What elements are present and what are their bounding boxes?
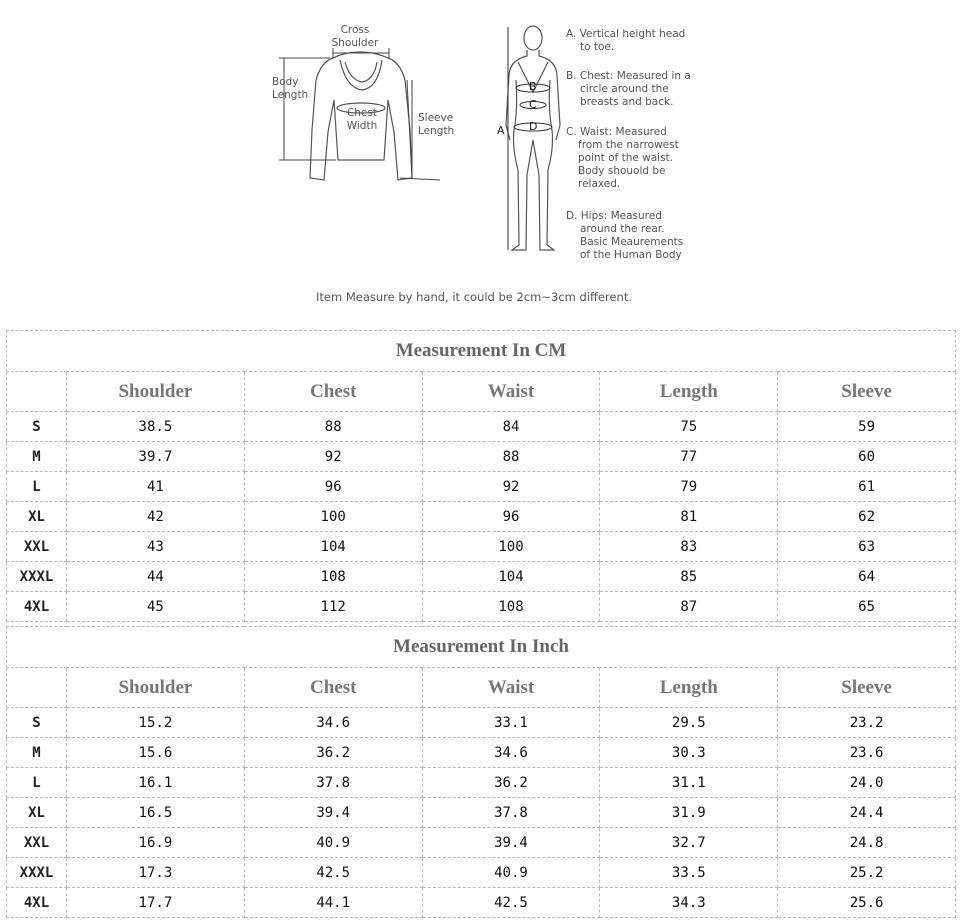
table-row xyxy=(7,442,956,472)
measurement-value: 32.7 xyxy=(600,828,778,858)
label-line: Shoulder xyxy=(331,37,379,49)
table-row xyxy=(7,738,956,768)
table-title: Measurement In Inch xyxy=(7,627,956,668)
measurement-value: 15.6 xyxy=(67,738,245,768)
measurement-value: 31.1 xyxy=(600,768,778,798)
measurement-value: 16.5 xyxy=(67,798,245,828)
measurement-value: 92 xyxy=(422,472,600,502)
measurement-value: 45 xyxy=(67,592,245,622)
table-title-row xyxy=(7,331,956,372)
measurement-value: 17.3 xyxy=(67,858,245,888)
measurement-value: 34.6 xyxy=(244,708,422,738)
measurement-value: 31.9 xyxy=(600,798,778,828)
measurement-value: 24.0 xyxy=(778,768,956,798)
measurement-value: 43 xyxy=(67,532,245,562)
measure-disclaimer: Item Measure by hand, it could be 2cm~3cm different. xyxy=(315,290,633,304)
measurement-value: 75 xyxy=(600,412,778,442)
size-label: M xyxy=(7,738,67,768)
note-c xyxy=(566,126,679,191)
cm-size-table xyxy=(6,330,956,622)
measurement-value: 36.2 xyxy=(244,738,422,768)
size-label: XXXL xyxy=(7,858,67,888)
label-line: Body xyxy=(272,76,299,88)
measurement-value: 62 xyxy=(778,502,956,532)
measurement-value: 65 xyxy=(778,592,956,622)
size-column-header xyxy=(7,372,67,412)
measurement-value: 38.5 xyxy=(67,412,245,442)
note-line: B. Chest: Measured in a xyxy=(566,70,691,82)
note-line: Basic Meaurements xyxy=(580,236,684,248)
size-label: XL xyxy=(7,502,67,532)
note-line: circle around the xyxy=(580,83,669,95)
note-line: Body shouold be xyxy=(578,165,666,177)
measurement-value: 96 xyxy=(422,502,600,532)
measurement-value: 37.8 xyxy=(422,798,600,828)
measurement-value: 15.2 xyxy=(67,708,245,738)
size-label: L xyxy=(7,472,67,502)
cm-table xyxy=(6,330,956,622)
measurement-value: 40.9 xyxy=(244,828,422,858)
column-header-sleeve: Sleeve xyxy=(778,372,956,412)
column-header-chest: Chest xyxy=(244,668,422,708)
measurement-value: 40.9 xyxy=(422,858,600,888)
note-line: from the narrowest xyxy=(578,139,679,151)
measurement-value: 61 xyxy=(778,472,956,502)
measurement-value: 88 xyxy=(244,412,422,442)
table-row xyxy=(7,592,956,622)
measurement-value: 23.2 xyxy=(778,708,956,738)
size-label: XXL xyxy=(7,532,67,562)
measurement-value: 42.5 xyxy=(244,858,422,888)
size-label: XXXL xyxy=(7,562,67,592)
size-label: L xyxy=(7,768,67,798)
column-header-chest: Chest xyxy=(244,372,422,412)
label-line: Cross xyxy=(340,24,370,36)
measurement-value: 60 xyxy=(778,442,956,472)
letter-b: B xyxy=(529,80,537,93)
column-header-length: Length xyxy=(600,372,778,412)
measurement-value: 16.1 xyxy=(67,768,245,798)
garment-and-body-illustration xyxy=(0,0,962,300)
measurement-value: 96 xyxy=(244,472,422,502)
measurement-value: 16.9 xyxy=(67,828,245,858)
note-line: to toe. xyxy=(580,41,615,53)
measurement-value: 83 xyxy=(600,532,778,562)
measurement-value: 77 xyxy=(600,442,778,472)
table-title-row xyxy=(7,627,956,668)
note-a xyxy=(566,28,685,54)
measurement-value: 33.1 xyxy=(422,708,600,738)
measurement-diagram xyxy=(0,0,962,320)
table-header-row xyxy=(7,668,956,708)
note-line: around the rear. xyxy=(580,223,665,235)
body-measure-lines xyxy=(508,27,552,250)
size-column-header xyxy=(7,668,67,708)
measurement-value: 112 xyxy=(244,592,422,622)
measurement-value: 41 xyxy=(67,472,245,502)
measurement-value: 92 xyxy=(244,442,422,472)
table-title: Measurement In CM xyxy=(7,331,956,372)
measurement-value: 34.6 xyxy=(422,738,600,768)
measurement-value: 25.2 xyxy=(778,858,956,888)
inch-size-table xyxy=(6,626,956,918)
measurement-value: 63 xyxy=(778,532,956,562)
column-header-sleeve: Sleeve xyxy=(778,668,956,708)
measurement-value: 104 xyxy=(422,562,600,592)
note-d xyxy=(566,210,683,262)
chest-width-label xyxy=(340,107,384,133)
table-header-row xyxy=(7,372,956,412)
column-header-waist: Waist xyxy=(422,372,600,412)
measurement-value: 59 xyxy=(778,412,956,442)
sleeve-length-label xyxy=(418,112,454,138)
note-line: point of the waist. xyxy=(578,152,674,164)
measurement-value: 29.5 xyxy=(600,708,778,738)
size-label: 4XL xyxy=(7,592,67,622)
label-line: Length xyxy=(272,89,309,101)
letter-d: D xyxy=(529,120,538,133)
measurement-value: 100 xyxy=(422,532,600,562)
measurement-value: 36.2 xyxy=(422,768,600,798)
measurement-value: 108 xyxy=(422,592,600,622)
measurement-value: 44.1 xyxy=(244,888,422,918)
size-label: XXL xyxy=(7,828,67,858)
note-line: of the Human Body xyxy=(580,249,682,261)
measurement-value: 34.3 xyxy=(600,888,778,918)
measurement-value: 23.6 xyxy=(778,738,956,768)
table-row xyxy=(7,798,956,828)
measurement-value: 33.5 xyxy=(600,858,778,888)
measurement-value: 100 xyxy=(244,502,422,532)
size-label: 4XL xyxy=(7,888,67,918)
measurement-value: 17.7 xyxy=(67,888,245,918)
measurement-value: 24.4 xyxy=(778,798,956,828)
measurement-value: 42.5 xyxy=(422,888,600,918)
note-line: A. Vertical height head xyxy=(566,28,686,40)
letter-c: C xyxy=(529,98,537,111)
note-b xyxy=(566,70,691,109)
table-row xyxy=(7,472,956,502)
table-row xyxy=(7,888,956,918)
table-row xyxy=(7,858,956,888)
cross-shoulder-label xyxy=(330,24,380,50)
size-label: S xyxy=(7,412,67,442)
measurement-value: 39.7 xyxy=(67,442,245,472)
note-line: D. Hips: Measured xyxy=(566,210,662,222)
table-row xyxy=(7,708,956,738)
table-row xyxy=(7,562,956,592)
measurement-value: 88 xyxy=(422,442,600,472)
measurement-value: 30.3 xyxy=(600,738,778,768)
measurement-value: 39.4 xyxy=(422,828,600,858)
measurement-value: 87 xyxy=(600,592,778,622)
measurement-value: 104 xyxy=(244,532,422,562)
measurement-value: 24.8 xyxy=(778,828,956,858)
measurement-value: 37.8 xyxy=(244,768,422,798)
measurement-value: 25.6 xyxy=(778,888,956,918)
measurement-value: 81 xyxy=(600,502,778,532)
body-length-label xyxy=(272,76,308,102)
measurement-value: 39.4 xyxy=(244,798,422,828)
table-row xyxy=(7,532,956,562)
letter-a: A xyxy=(497,124,505,137)
measurement-value: 42 xyxy=(67,502,245,532)
note-line: relaxed. xyxy=(578,178,621,190)
measurement-value: 108 xyxy=(244,562,422,592)
measurement-value: 84 xyxy=(422,412,600,442)
table-row xyxy=(7,412,956,442)
inch-table xyxy=(6,626,956,918)
label-line: Chest xyxy=(346,107,378,119)
measurement-value: 44 xyxy=(67,562,245,592)
column-header-length: Length xyxy=(600,668,778,708)
note-line: C. Waist: Measured xyxy=(566,126,667,138)
label-line: Length xyxy=(418,125,455,137)
label-line: Sleeve xyxy=(418,112,454,124)
size-label: XL xyxy=(7,798,67,828)
column-header-shoulder: Shoulder xyxy=(67,668,245,708)
size-label: M xyxy=(7,442,67,472)
note-line: breasts and back. xyxy=(580,96,674,108)
table-row xyxy=(7,502,956,532)
label-line: Width xyxy=(346,120,378,132)
table-row xyxy=(7,768,956,798)
measurement-value: 79 xyxy=(600,472,778,502)
table-row xyxy=(7,828,956,858)
size-label: S xyxy=(7,708,67,738)
column-header-waist: Waist xyxy=(422,668,600,708)
human-figure xyxy=(506,26,560,250)
measurement-value: 85 xyxy=(600,562,778,592)
measurement-value: 64 xyxy=(778,562,956,592)
column-header-shoulder: Shoulder xyxy=(67,372,245,412)
